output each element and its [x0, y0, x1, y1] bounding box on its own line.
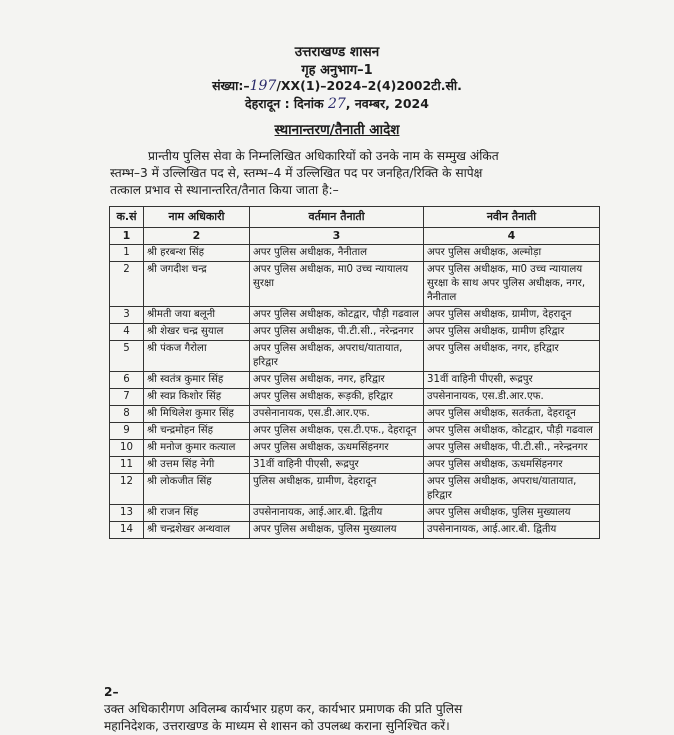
- row-officer-name: श्री शेखर चन्द्र सुयाल: [144, 324, 250, 341]
- table-row: [110, 372, 600, 389]
- row-new-posting: अपर पुलिस अधीक्षक, मा0 उच्च न्यायालय सुरक्षा के साथ अपर पुलिस अधीक्षक, नगर, नैनीताल: [424, 262, 600, 307]
- table-row: [110, 262, 600, 307]
- header-new: नवीन तैनाती: [424, 207, 600, 228]
- column-number-row: [110, 228, 600, 245]
- table-row: [110, 245, 600, 262]
- place-date-prefix: देहरादून : दिनांक: [245, 96, 324, 111]
- table-row: [110, 474, 600, 505]
- row-officer-name: श्री मिथिलेश कुमार सिंह: [144, 406, 250, 423]
- table-header-row: [110, 207, 600, 228]
- row-sn: 2: [110, 262, 144, 307]
- row-current-posting: अपर पुलिस अधीक्षक, रूड़की, हरिद्वार: [250, 389, 424, 406]
- row-current-posting: उपसेनानायक, आई.आर.बी. द्वितीय: [250, 505, 424, 522]
- row-sn: 10: [110, 440, 144, 457]
- row-officer-name: श्री उत्तम सिंह नेगी: [144, 457, 250, 474]
- row-current-posting: अपर पुलिस अधीक्षक, मा0 उच्च न्यायालय सुरक्षा: [250, 262, 424, 307]
- row-new-posting: अपर पुलिस अधीक्षक, ग्रामीण, देहरादून: [424, 307, 600, 324]
- row-new-posting: अपर पुलिस अधीक्षक, पुलिस मुख्यालय: [424, 505, 600, 522]
- row-sn: 1: [110, 245, 144, 262]
- row-sn: 8: [110, 406, 144, 423]
- govt-heading: उत्तराखण्ड शासन: [294, 44, 380, 60]
- column-number: 4: [424, 228, 600, 245]
- table-row: [110, 440, 600, 457]
- row-officer-name: श्री हरबन्श सिंह: [144, 245, 250, 262]
- row-sn: 4: [110, 324, 144, 341]
- row-sn: 5: [110, 341, 144, 372]
- table-row: [110, 307, 600, 324]
- column-number: 1: [110, 228, 144, 245]
- row-current-posting: अपर पुलिस अधीक्षक, पुलिस मुख्यालय: [250, 522, 424, 539]
- intro-line-2: स्तम्भ–3 में उल्लिखित पद से, स्तम्भ–4 में उल्लिखित पद पर जनहित/रिक्ति के सापेक्ष: [110, 166, 483, 180]
- header-name: नाम अधिकारी: [144, 207, 250, 228]
- row-officer-name: श्री मनोज कुमार कत्याल: [144, 440, 250, 457]
- table-row: [110, 423, 600, 440]
- row-sn: 12: [110, 474, 144, 505]
- order-number: [0, 77, 674, 94]
- row-officer-name: श्री जगदीश चन्द्र: [144, 262, 250, 307]
- column-number: 3: [250, 228, 424, 245]
- row-new-posting: अपर पुलिस अधीक्षक, सतर्कता, देहरादून: [424, 406, 600, 423]
- header-current: वर्तमान तैनाती: [250, 207, 424, 228]
- footer-line-2: महानिदेशक, उत्तराखण्ड के माध्यम से शासन को उपलब्ध कराना सुनिश्चित करें।: [104, 719, 450, 733]
- intro-line-3: तत्काल प्रभाव से स्थानान्तरित/तैनात किया जाता है:–: [110, 183, 339, 197]
- row-sn: 6: [110, 372, 144, 389]
- row-officer-name: श्री स्वप्न किशोर सिंह: [144, 389, 250, 406]
- subject-heading: स्थानान्तरण/तैनाती आदेश: [274, 122, 400, 138]
- row-new-posting: 31वीं वाहिनी पीएसी, रूद्रपुर: [424, 372, 600, 389]
- row-current-posting: अपर पुलिस अधीक्षक, अपराध/यातायात, हरिद्वार: [250, 341, 424, 372]
- row-officer-name: श्री पंकज गैरोला: [144, 341, 250, 372]
- row-sn: 11: [110, 457, 144, 474]
- row-new-posting: अपर पुलिस अधीक्षक, नगर, हरिद्वार: [424, 341, 600, 372]
- footer-line-1: उक्त अधिकारीगण अविलम्ब कार्यभार ग्रहण कर, कार्यभार प्रमाणक की प्रति पुलिस: [104, 702, 463, 716]
- table-row: [110, 406, 600, 423]
- order-number-suffix: /XX(1)–2024–2(4)2002टी.सी.: [276, 78, 462, 93]
- place-date-suffix: , नवम्बर, 2024: [345, 96, 429, 111]
- table-row: [110, 505, 600, 522]
- footer-paragraph: [104, 684, 624, 735]
- row-current-posting: अपर पुलिस अधीक्षक, पी.टी.सी., नरेन्द्रनगर: [250, 324, 424, 341]
- row-current-posting: अपर पुलिस अधीक्षक, नैनीताल: [250, 245, 424, 262]
- row-new-posting: अपर पुलिस अधीक्षक, पी.टी.सी., नरेन्द्रनगर: [424, 440, 600, 457]
- row-new-posting: अपर पुलिस अधीक्षक, अपराध/यातायात, हरिद्वार: [424, 474, 600, 505]
- row-current-posting: पुलिस अधीक्षक, ग्रामीण, देहरादून: [250, 474, 424, 505]
- transfer-table: [109, 206, 600, 539]
- row-sn: 3: [110, 307, 144, 324]
- table-row: [110, 389, 600, 406]
- table-row: [110, 341, 600, 372]
- date-handwritten: 27: [327, 96, 346, 112]
- intro-line-1: प्रान्तीय पुलिस सेवा के निम्नलिखित अधिकारियों को उनके नाम के सम्मुख अंकित: [148, 149, 499, 163]
- row-current-posting: अपर पुलिस अधीक्षक, ऊधमसिंहनगर: [250, 440, 424, 457]
- row-sn: 14: [110, 522, 144, 539]
- row-current-posting: अपर पुलिस अधीक्षक, कोटद्वार, पौड़ी गढवाल: [250, 307, 424, 324]
- row-officer-name: श्रीमती जया बलूनी: [144, 307, 250, 324]
- row-new-posting: अपर पुलिस अधीक्षक, अल्मोड़ा: [424, 245, 600, 262]
- table-row: [110, 522, 600, 539]
- row-current-posting: 31वीं वाहिनी पीएसी, रूद्रपुर: [250, 457, 424, 474]
- row-officer-name: श्री राजन सिंह: [144, 505, 250, 522]
- intro-paragraph: [110, 148, 620, 199]
- row-new-posting: अपर पुलिस अधीक्षक, कोटद्वार, पौड़ी गढवाल: [424, 423, 600, 440]
- paragraph-number: 2–: [104, 685, 119, 699]
- order-number-prefix: संख्या:–: [212, 78, 250, 93]
- section-heading: गृह अनुभाग–1: [301, 63, 373, 78]
- row-officer-name: श्री स्वतंत्र कुमार सिंह: [144, 372, 250, 389]
- row-new-posting: अपर पुलिस अधीक्षक, ग्रामीण हरिद्वार: [424, 324, 600, 341]
- place-date: [0, 95, 674, 112]
- table-row: [110, 324, 600, 341]
- row-new-posting: उपसेनानायक, आई.आर.बी. द्वितीय: [424, 522, 600, 539]
- row-current-posting: अपर पुलिस अधीक्षक, एस.टी.एफ., देहरादून: [250, 423, 424, 440]
- row-current-posting: उपसेनानायक, एस.डी.आर.एफ.: [250, 406, 424, 423]
- table-row: [110, 457, 600, 474]
- row-officer-name: श्री चन्द्रशेखर अन्थवाल: [144, 522, 250, 539]
- column-number: 2: [144, 228, 250, 245]
- row-new-posting: उपसेनानायक, एस.डी.आर.एफ.: [424, 389, 600, 406]
- row-sn: 13: [110, 505, 144, 522]
- row-officer-name: श्री लोकजीत सिंह: [144, 474, 250, 505]
- row-sn: 7: [110, 389, 144, 406]
- row-current-posting: अपर पुलिस अधीक्षक, नगर, हरिद्वार: [250, 372, 424, 389]
- order-number-handwritten: 197: [249, 78, 277, 94]
- row-new-posting: अपर पुलिस अधीक्षक, ऊधमसिंहनगर: [424, 457, 600, 474]
- header-sn: क.सं: [110, 207, 144, 228]
- row-sn: 9: [110, 423, 144, 440]
- row-officer-name: श्री चन्द्रमोहन सिंह: [144, 423, 250, 440]
